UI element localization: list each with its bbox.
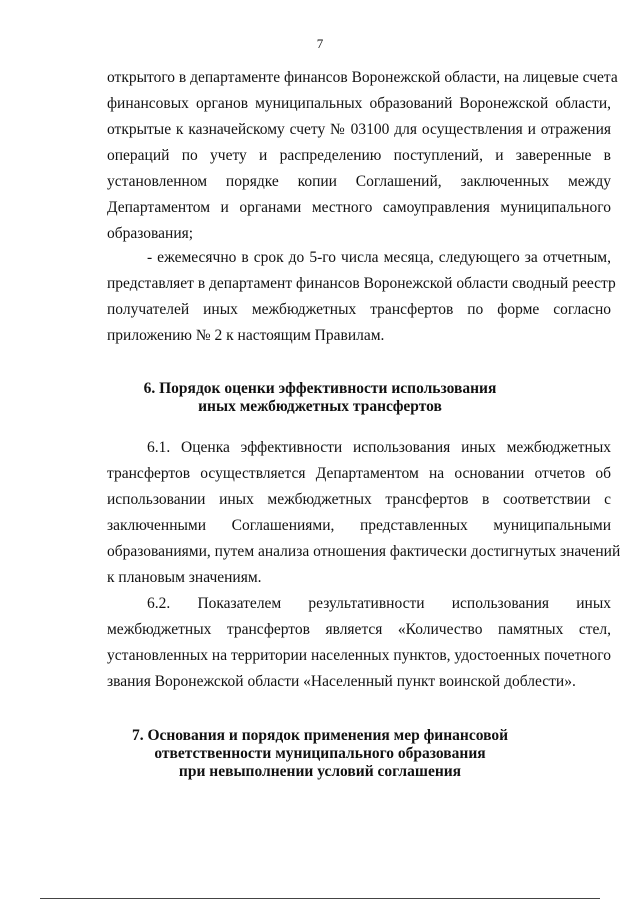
paragraph1-line-3: открытые к казначейскому счету № 03100 для осуществления и отражения bbox=[107, 121, 611, 138]
section7-heading-line-1: 7. Основания и порядок применения мер финансовой bbox=[131, 727, 509, 744]
section6-p1-line-3: использовании иных межбюджетных трансфертов в соответствии с bbox=[107, 491, 611, 508]
paragraph1-line-1: открытого в департаменте финансов Воронежской области, на лицевые счета bbox=[107, 69, 618, 86]
section6-p2-line-2: межбюджетных трансфертов является «Количество памятных стел, bbox=[107, 621, 611, 638]
section6-heading-line-2: иных межбюджетных трансфертов bbox=[198, 398, 442, 415]
section6-p2-line-4: звания Воронежской области «Населенный пункт воинской доблести». bbox=[107, 673, 576, 690]
section6-heading-line-1: 6. Порядок оценки эффективности использования bbox=[143, 380, 497, 397]
page-number: 7 bbox=[316, 36, 324, 51]
section6-p1-line-1: 6.1. Оценка эффективности использования иных межбюджетных bbox=[147, 439, 611, 456]
section6-p1-line-5: образованиями, путем анализа отношения фактически достигнутых значений bbox=[107, 543, 621, 560]
paragraph2-line-4: приложению № 2 к настоящим Правилам. bbox=[107, 327, 385, 344]
paragraph2-line-1: - ежемесячно в срок до 5-го числа месяца, следующего за отчетным, bbox=[147, 249, 611, 266]
paragraph1-line-2: финансовых органов муниципальных образований Воронежской области, bbox=[107, 95, 611, 112]
paragraph1-line-4: операций по учету и распределению поступлений, и заверенные в bbox=[107, 147, 611, 164]
section7-heading-line-3: при невыполнении условий соглашения bbox=[178, 763, 462, 780]
section6-p1-line-4: заключенными Соглашениями, представленных муниципальными bbox=[107, 517, 611, 534]
section6-p1-line-2: трансфертов осуществляется Департаментом на основании отчетов об bbox=[107, 465, 611, 482]
section6-p1-line-6: к плановым значениям. bbox=[107, 569, 262, 586]
paragraph2-line-2: представляет в департамент финансов Воронежской области сводный реестр bbox=[107, 275, 616, 292]
section7-heading-line-2: ответственности муниципального образования bbox=[154, 745, 486, 762]
paragraph1-line-5: установленном порядке копии Соглашений, заключенных между bbox=[107, 173, 611, 190]
paragraph1-line-7: образования; bbox=[107, 225, 194, 242]
paragraph1-line-6: Департаментом и органами местного самоуправления муниципального bbox=[107, 199, 611, 216]
scan-edge-line bbox=[40, 898, 600, 899]
paragraph2-line-3: получателей иных межбюджетных трансфертов по форме согласно bbox=[107, 301, 611, 318]
section6-p2-line-1: 6.2. Показателем результативности использования иных bbox=[147, 595, 611, 612]
section6-p2-line-3: установленных на территории населенных пунктов, удостоенных почетного bbox=[107, 647, 611, 664]
